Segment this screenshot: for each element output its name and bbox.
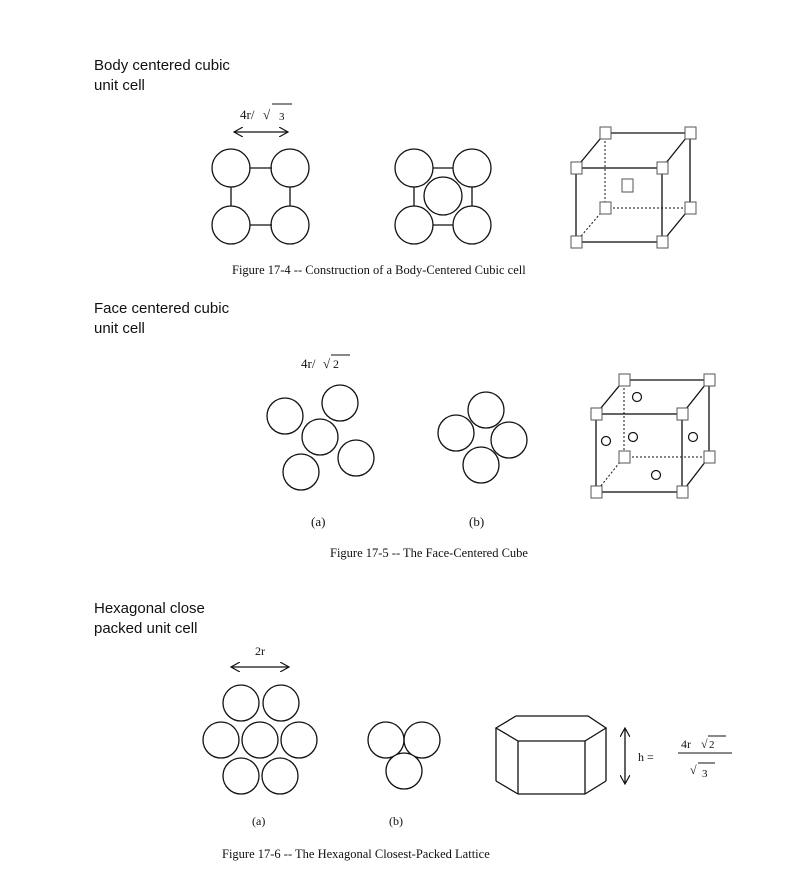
bcc-four-atom-square <box>212 149 309 244</box>
hcp-layer-a <box>203 685 317 828</box>
bcc-atom <box>271 206 309 244</box>
fcc-dimension-root: 2 <box>333 357 339 371</box>
bcc-atom <box>212 206 250 244</box>
hcp-height-numerator-root: 2 <box>709 739 715 751</box>
figure-17-6-caption: Figure 17-6 -- The Hexagonal Closest-Packed Lattice <box>222 847 490 861</box>
bcc-dimension-root: 3 <box>279 111 285 123</box>
hcp-layer-b <box>368 722 440 828</box>
hcp-height-formula <box>625 728 732 784</box>
hcp-atom <box>223 758 259 794</box>
bcc-centered-square <box>395 149 491 244</box>
bcc-atom <box>453 149 491 187</box>
fcc-face-b <box>438 392 527 529</box>
fcc-atom <box>491 422 527 458</box>
hcp-label-b: (b) <box>389 814 403 828</box>
hcp-height-numerator-radical: √ <box>701 737 708 751</box>
hcp-center-atom <box>242 722 278 758</box>
hcp-height-numerator: 4r <box>681 737 691 751</box>
hcp-dimension-label: 2r <box>255 644 265 658</box>
fcc-face-a <box>267 385 374 529</box>
bcc-center-atom <box>424 177 462 215</box>
hcp-atom <box>262 758 298 794</box>
hcp-heading-line1: Hexagonal close <box>94 600 205 617</box>
fcc-label-a: (a) <box>311 514 326 529</box>
hcp-height-symbol: h = <box>638 750 654 764</box>
hcp-atom <box>386 753 422 789</box>
fcc-dimension <box>301 355 350 371</box>
hcp-label-a: (a) <box>252 814 266 828</box>
hcp-atom <box>404 722 440 758</box>
bcc-heading-line2: unit cell <box>94 77 145 94</box>
hcp-height-denominator-radical: √ <box>690 763 697 777</box>
bcc-dimension <box>234 104 292 132</box>
fcc-heading-line2: unit cell <box>94 320 145 337</box>
fcc-cube <box>591 374 715 498</box>
fcc-atom <box>468 392 504 428</box>
bcc-dimension-radical: √ <box>263 107 271 122</box>
hcp-atom <box>263 685 299 721</box>
bcc-cube <box>571 127 696 248</box>
bcc-atom <box>395 206 433 244</box>
fcc-atom <box>267 398 303 434</box>
bcc-atom <box>271 149 309 187</box>
fcc-atom <box>338 440 374 476</box>
fcc-heading-line1: Face centered cubic <box>94 300 230 317</box>
figure-17-4-caption: Figure 17-4 -- Construction of a Body-Centered Cubic cell <box>232 263 526 277</box>
figure-17-5-caption: Figure 17-5 -- The Face-Centered Cube <box>330 546 528 560</box>
hcp-atom <box>281 722 317 758</box>
hcp-atom <box>203 722 239 758</box>
hcp-hexagonal-prism <box>496 716 606 794</box>
fcc-dimension-radical: √ <box>323 356 331 371</box>
fcc-atom <box>322 385 358 421</box>
bcc-atom <box>453 206 491 244</box>
hcp-atom <box>223 685 259 721</box>
hcp-heading-line2: packed unit cell <box>94 620 198 637</box>
bcc-heading-line1: Body centered cubic <box>94 57 230 74</box>
fcc-atom <box>283 454 319 490</box>
bcc-atom <box>212 149 250 187</box>
fcc-atom <box>463 447 499 483</box>
bcc-dimension-label: 4r/ <box>240 107 255 122</box>
fcc-label-b: (b) <box>469 514 485 529</box>
hcp-atom <box>368 722 404 758</box>
bcc-atom <box>395 149 433 187</box>
hcp-dimension <box>231 644 289 667</box>
hcp-height-denominator-root: 3 <box>702 768 708 780</box>
fcc-atom <box>438 415 474 451</box>
fcc-center-atom <box>302 419 338 455</box>
fcc-dimension-label: 4r/ <box>301 356 316 371</box>
